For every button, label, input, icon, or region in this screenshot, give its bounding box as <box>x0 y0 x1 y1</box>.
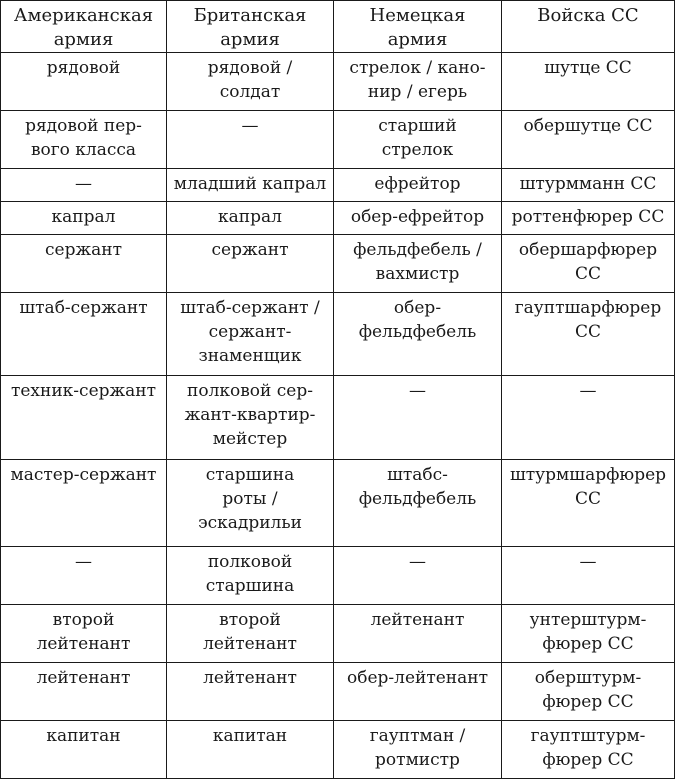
table-row <box>1 376 675 460</box>
table-cell: младший капрал <box>167 169 334 202</box>
table-row <box>1 169 675 202</box>
column-header-ss-troops: Войска СС <box>502 1 675 53</box>
table-cell: рядовой пер- вого класса <box>1 111 167 169</box>
table-cell: штабс- фельдфебель <box>334 460 502 547</box>
table-cell: фельдфебель / вахмистр <box>334 235 502 293</box>
table-cell: обер- фельдфебель <box>334 293 502 376</box>
table-cell: обершутце СС <box>502 111 675 169</box>
table-cell: унтерштурм- фюрер СС <box>502 605 675 663</box>
table-cell: штурмшарфюрер СС <box>502 460 675 547</box>
table-cell: штаб-сержант <box>1 293 167 376</box>
table-cell: — <box>1 169 167 202</box>
column-header-german-army: Немецкая армия <box>334 1 502 53</box>
table-cell: капитан <box>167 721 334 779</box>
table-cell: рядовой <box>1 53 167 111</box>
table-cell: — <box>167 111 334 169</box>
table-cell: — <box>334 547 502 605</box>
table-cell: старший стрелок <box>334 111 502 169</box>
table-cell: — <box>502 547 675 605</box>
table-cell: лейтенант <box>1 663 167 721</box>
table-cell: — <box>334 376 502 460</box>
table-cell: полковой старшина <box>167 547 334 605</box>
table-cell: штаб-сержант / сержант- знаменщик <box>167 293 334 376</box>
table-row <box>1 605 675 663</box>
table-row <box>1 663 675 721</box>
table-cell: штурмманн СС <box>502 169 675 202</box>
table-row <box>1 111 675 169</box>
table-cell: шутце СС <box>502 53 675 111</box>
table-cell: роттенфюрер СС <box>502 202 675 235</box>
table-cell: техник-сержант <box>1 376 167 460</box>
table-row <box>1 547 675 605</box>
table-row <box>1 235 675 293</box>
table-row <box>1 293 675 376</box>
table-cell: оберштурм- фюрер СС <box>502 663 675 721</box>
table-cell: — <box>502 376 675 460</box>
table-cell: лейтенант <box>167 663 334 721</box>
table-body <box>1 53 675 779</box>
table-cell: лейтенант <box>334 605 502 663</box>
column-header-british-army: Британская армия <box>167 1 334 53</box>
table-cell: старшина роты / эскадрильи <box>167 460 334 547</box>
column-header-american-army: Американская армия <box>1 1 167 53</box>
table-cell: капрал <box>167 202 334 235</box>
table-row <box>1 721 675 779</box>
table-cell: стрелок / кано- нир / егерь <box>334 53 502 111</box>
table-cell: гауптман / ротмистр <box>334 721 502 779</box>
table-cell: полковой сер- жант-квартир- мейстер <box>167 376 334 460</box>
table-cell: второй лейтенант <box>167 605 334 663</box>
table-cell: гауптштурм- фюрер СС <box>502 721 675 779</box>
table-cell: гауптшарфюрер СС <box>502 293 675 376</box>
header-row <box>1 1 675 53</box>
table-cell: капрал <box>1 202 167 235</box>
table-cell: сержант <box>167 235 334 293</box>
table-row <box>1 53 675 111</box>
table-cell: ефрейтор <box>334 169 502 202</box>
table-cell: обер-лейтенант <box>334 663 502 721</box>
table-cell: — <box>1 547 167 605</box>
table-cell: второй лейтенант <box>1 605 167 663</box>
table-row <box>1 202 675 235</box>
table-cell: обер-ефрейтор <box>334 202 502 235</box>
table-row <box>1 460 675 547</box>
table-cell: капитан <box>1 721 167 779</box>
table-cell: сержант <box>1 235 167 293</box>
table-cell: рядовой / солдат <box>167 53 334 111</box>
table-cell: обершарфюрер СС <box>502 235 675 293</box>
table-cell: мастер-сержант <box>1 460 167 547</box>
table-header <box>1 1 675 53</box>
